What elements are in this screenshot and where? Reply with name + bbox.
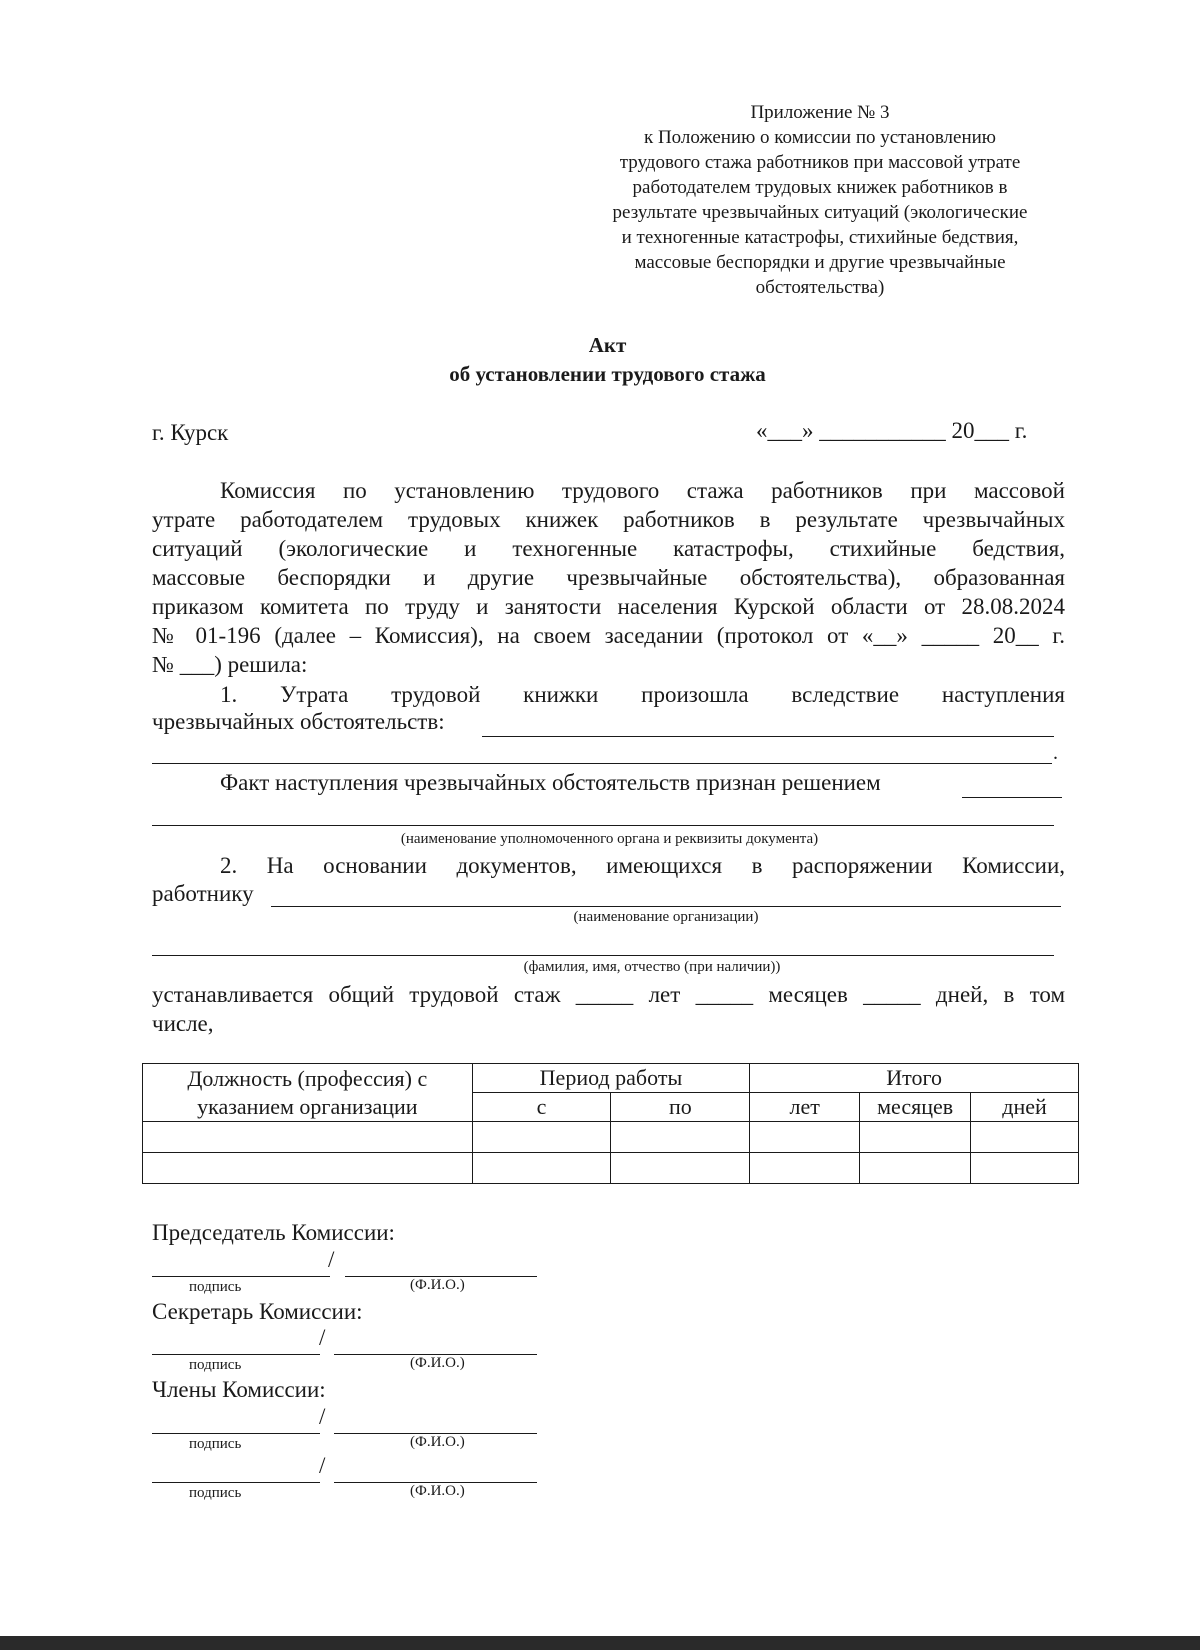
separator-slash: / <box>319 1453 326 1478</box>
days-header: дней <box>971 1093 1079 1122</box>
item2-line: 2. На основании документов, имеющихся в распоряжении Комиссии, <box>220 853 1065 878</box>
period-header: Период работы <box>472 1064 750 1093</box>
stazh-line: числе, <box>152 1011 214 1036</box>
intro-line: № ___) решила: <box>152 652 308 677</box>
years-header: лет <box>750 1093 860 1122</box>
date-field[interactable]: «___» ___________ 20___ г. <box>756 418 1028 443</box>
to-header: по <box>611 1093 750 1122</box>
secretary-label: Секретарь Комиссии: <box>152 1299 363 1324</box>
table-cell[interactable] <box>143 1153 473 1184</box>
position-header <box>143 1064 473 1122</box>
worker-field[interactable] <box>271 906 1061 907</box>
from-header: с <box>472 1093 611 1122</box>
table-cell[interactable] <box>750 1122 860 1153</box>
table-cell[interactable] <box>472 1122 611 1153</box>
appendix-line: работодателем трудовых книжек работников в <box>632 177 1008 198</box>
stazh-line: устанавливается общий трудовой стаж _____ лет _____ месяцев _____ дней, в том <box>152 982 1065 1007</box>
chair-label: Председатель Комиссии: <box>152 1220 395 1245</box>
table-cell[interactable] <box>750 1153 860 1184</box>
intro-line: утрате работодателем трудовых книжек работников в результате чрезвычайных <box>152 507 1065 532</box>
fio-caption: (Ф.И.О.) <box>410 1434 465 1450</box>
position-header-line: Должность (профессия) с <box>187 1065 428 1091</box>
appendix-line: результате чрезвычайных ситуаций (экологические <box>612 202 1028 223</box>
table-row <box>143 1122 1079 1153</box>
item1-label: чрезвычайных обстоятельств: <box>152 709 445 734</box>
organization-caption: (наименование организации) <box>573 909 759 925</box>
decision-field[interactable] <box>962 797 1062 798</box>
appendix-line: к Положению о комиссии по установлению <box>643 127 996 148</box>
work-periods-table <box>142 1063 1079 1184</box>
table-cell[interactable] <box>472 1153 611 1184</box>
position-header-line: указанием организации <box>197 1093 418 1119</box>
appendix-note <box>570 100 1070 300</box>
fio-caption: (Ф.И.О.) <box>410 1355 465 1371</box>
signature-caption: подпись <box>189 1485 242 1501</box>
scan-edge <box>0 1636 1200 1650</box>
fio-caption: (Ф.И.О.) <box>410 1277 465 1293</box>
separator-slash: / <box>328 1247 335 1272</box>
item1-line: 1. Утрата трудовой книжки произошла вследствие наступления <box>220 682 1065 707</box>
table-cell[interactable] <box>611 1122 750 1153</box>
fio-field[interactable] <box>152 955 1054 956</box>
signature-caption: подпись <box>189 1357 242 1373</box>
document-title: Акт <box>588 333 627 357</box>
appendix-line: массовые беспорядки и другие чрезвычайные <box>634 252 1006 273</box>
member-signature-field[interactable] <box>152 1433 320 1434</box>
table-cell[interactable] <box>971 1153 1079 1184</box>
table-cell[interactable] <box>611 1153 750 1184</box>
authority-caption: (наименование уполномоченного органа и реквизиты документа) <box>400 831 819 847</box>
signature-caption: подпись <box>189 1436 242 1452</box>
table-row <box>143 1153 1079 1184</box>
intro-line: Комиссия по установлению трудового стажа работников при массовой <box>220 478 1065 503</box>
intro-line: ситуаций (экологические и техногенные катастрофы, стихийные бедствия, <box>152 536 1065 561</box>
table-cell[interactable] <box>860 1122 971 1153</box>
appendix-line: обстоятельства) <box>755 277 885 298</box>
appendix-line: трудового стажа работников при массовой утрате <box>619 152 1021 173</box>
signature-caption: подпись <box>189 1279 242 1295</box>
intro-line: № 01-196 (далее – Комиссия), на своем заседании (протокол от «__» _____ 20__ г. <box>152 623 1065 648</box>
emergency-field[interactable] <box>482 736 1054 737</box>
appendix-line: и техногенные катастрофы, стихийные бедствия, <box>621 227 1019 248</box>
intro-line: массовые беспорядки и другие чрезвычайные обстоятельства), образованная <box>152 565 1065 590</box>
document-subtitle: об установлении трудового стажа <box>449 362 766 386</box>
separator-slash: / <box>319 1325 326 1350</box>
fio-caption: (Ф.И.О.) <box>410 1483 465 1499</box>
worker-label: работнику <box>152 881 254 906</box>
table-cell[interactable] <box>860 1153 971 1184</box>
emergency-field-continued[interactable] <box>152 763 1052 764</box>
separator-slash: / <box>319 1404 326 1429</box>
decision-field-continued[interactable] <box>152 825 1054 826</box>
fact-label: Факт наступления чрезвычайных обстоятельств признан решением <box>220 770 881 795</box>
months-header: месяцев <box>860 1093 971 1122</box>
table-cell[interactable] <box>971 1122 1079 1153</box>
appendix-line: Приложение № 3 <box>750 102 890 123</box>
end-dot: . <box>1053 742 1058 764</box>
total-header: Итого <box>750 1064 1079 1093</box>
member-signature-field[interactable] <box>152 1482 320 1483</box>
fio-caption: (фамилия, имя, отчество (при наличии)) <box>523 959 781 975</box>
members-label: Члены Комиссии: <box>152 1377 326 1402</box>
intro-line: приказом комитета по труду и занятости населения Курской области от 28.08.2024 <box>152 594 1065 619</box>
chair-signature-field[interactable] <box>152 1276 330 1277</box>
secretary-signature-field[interactable] <box>152 1354 320 1355</box>
table-cell[interactable] <box>143 1122 473 1153</box>
city-label: г. Курск <box>152 420 229 445</box>
